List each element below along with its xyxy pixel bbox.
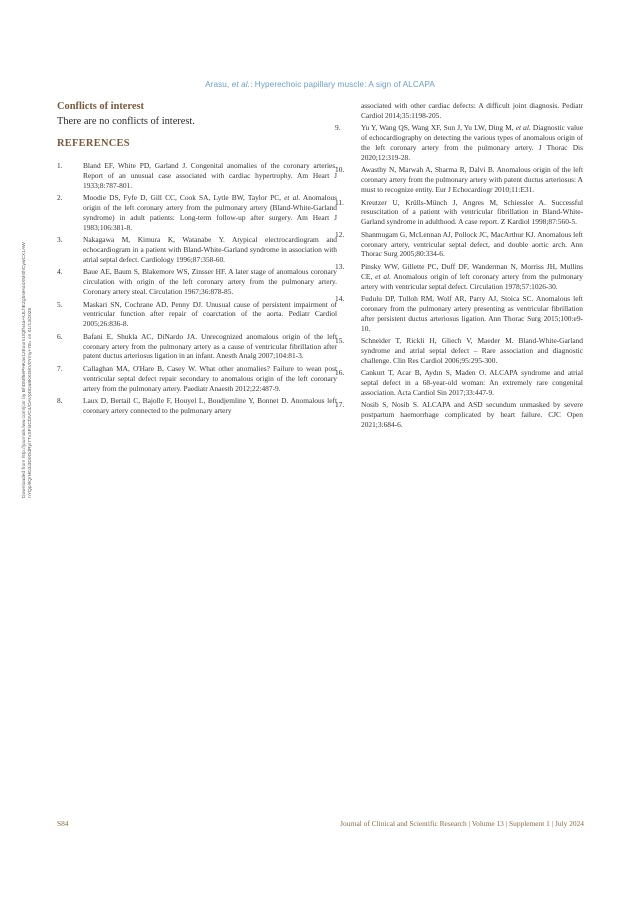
reference-text: Bafani E, Shukla AC, DiNardo JA. Unrecognized anomalous origin of the left coronary artery from the pulmonary artery as a cause of ventricular fibrillation after patent ductus arteriosus ligation in an infant. Anesth Analg 2007;104:81-3. [83,331,337,361]
reference-number: 14. [335,294,345,304]
right-column [335,101,583,433]
reference-number: 2. [57,193,63,203]
reference-number: 1. [57,161,63,170]
reference-number: 10. [335,165,345,175]
reference-item [57,364,337,393]
reference-number: 13. [335,261,345,271]
reference-number: 4. [57,267,63,277]
reference-item [57,300,337,329]
reference-item [335,400,583,429]
reference-text: Fudulu DP, Tulloh RM, Wolf AR, Parry AJ, Stoica SC. Anomalous left coronary from the pulmonary artery presenting as ventricular fibrillation after persistent ductus arteriosus ligation. Ann Thorac Surg 2015;100:e9-10. [361,294,583,333]
reference-8-continuation: associated with other cardiac defects: A difficult joint diagnosis. Pediatr Cardiol 2014;35:1198-205. [361,101,583,120]
reference-number: 11. [335,197,344,207]
reference-text: Nakagawa M, Kimura K, Watanabe Y. Atypical electrocardiogram and echocardiogram in a patient with Bland-White-Garland syndrome in association with atrial septal defect. Cardiology 1996;87:358-60. [83,235,337,264]
reference-item [57,193,337,232]
reference-item [57,161,337,190]
journal-footer: Journal of Clinical and Scientific Research | Volume 13 | Supplement 1 | July 2024 [340,819,584,828]
reference-text: Pinsky WW, Gillette PC, Duff DF, Wanderman N, Morriss JH, Mullins CE, et al. Anomalous origin of left coronary artery from the pulmonary artery with ventricular septal defect. Circulation 1978;57:1026-30. [361,261,584,291]
side-note-line-2: nYQp/IlQrHD3i3D0OdRyi7TvSFl4Cf3VC4/OAVpDDa8KKGKV0Ymy+78= on 01/13/2025 [28,307,34,498]
reference-item [57,235,337,264]
reference-number: 16. [335,368,345,378]
reference-text: Moodie DS, Fyfe D, Gill CC, Cook SA, Lytle BW, Taylor PC, et al. Anomalous origin of the left coronary artery from the pulmonary artery (Bland-White-Garland syndrome) in adult patients: Long-term follow-up after surgery. Am Heart J 1983;106:381-8. [83,193,338,232]
reference-item [335,294,583,333]
reference-number: 3. [57,235,63,245]
references-list-right [335,123,583,429]
conflicts-heading: Conflicts of interest [57,101,144,112]
reference-item [335,198,583,227]
reference-item [335,262,583,291]
reference-text: Maskari SN, Cochrane AD, Penny DJ. Unusual cause of persistent impairment of ventricular function after repair of coarctation of the aorta. Pediatr Cardiol 2005;26:836-8. [83,299,337,329]
reference-number: 8. [57,396,63,406]
reference-number: 5. [57,299,63,309]
reference-number: 6. [57,331,63,341]
reference-number: 15. [335,336,345,346]
running-head [0,80,640,89]
reference-text: Shanmugam G, McLennan AJ, Pollock JC, MacArthur KJ. Anomalous left coronary artery, ventricular septal defect, and double aortic arch. Ann Thorac Surg 2005;80:334-6. [361,229,583,259]
download-side-note [22,168,32,498]
reference-text: Nosib S, Nosib S. ALCAPA and ASD secundum unmasked by severe postpartum haemorrhage complicated by heart failure. CJC Open 2021;3:684-6. [361,400,583,430]
reference-item [335,165,583,194]
side-note-line-1: Downloaded from http://journals.lww.com/jcsr by BhDMf5ePHKav1zEoum1tQfN4a+kJLhEZgbsIHo4XMi0hCywCX1AW [22,242,27,498]
reference-item [335,336,583,365]
reference-number: 12. [335,229,345,239]
reference-item [57,267,337,296]
running-head-title: : Hyperechoic papillary muscle: A sign of ALCAPA [250,80,435,89]
reference-item [335,230,583,259]
reference-text: Callaghan MA, O'Hare B, Casey W. What other anomalies? Failure to wean post ventricular septal defect repair secondary to anomalous origin of the left coronary artery from the pulmonary artery. Paediatr Anaesth 2012;22:487-9. [83,363,337,393]
reference-text: Kreutzer U, Krülls-Münch J, Angres M, Schiessler A. Successful resuscitation of a patient with ventricular fibrillation in Bland-White-Garland syndrome in adulthood. A case report. Z Kardiol 1998;87:560-5. [361,197,583,227]
reference-item [57,332,337,361]
running-head-authors: Arasu, [205,80,232,89]
conflicts-text: There are no conflicts of interest. [57,116,195,127]
page-number: S84 [57,819,69,828]
references-list-left [57,161,337,416]
reference-text: Baue AE, Baum S, Blakemore WS, Zinsser HF. A later stage of anomalous coronary circulation with origin of the left coronary artery from the pulmonary artery. Coronary artery steal. Circulation 1967;36:878-85. [83,267,337,296]
left-column [57,101,337,419]
reference-item [57,396,337,416]
reference-text: Bland EF, White PD, Garland J. Congenital anomalies of the coronary arteries. Report of an unusual case associated with cardiac hypertrophy. Am Heart J 1933;8:787-801. [83,161,337,190]
reference-number: 7. [57,363,63,373]
reference-item [335,368,583,397]
references-heading: REFERENCES [57,138,130,149]
reference-text: Cankurt T, Acar B, Aydın S, Maden O. ALCAPA syndrome and atrial septal defect in a 68-year-old woman: An extremely rare congenital association. Acta Cardiol Sin 2017;33:447-9. [361,368,583,397]
reference-number: 17. [335,400,345,410]
running-head-etal: et al. [231,80,251,89]
reference-text: Yu Y, Wang QS, Wang XF, Sun J, Yu LW, Ding M, et al. Diagnostic value of echocardiography on detecting the various types of anomalous origin of the left coronary artery from the pulmonary artery. J Thorac Dis 2020;12:319-28. [361,123,583,162]
reference-text: Schneider T, Rickli H, Gliech V, Maeder M. Bland-White-Garland syndrome and atrial septal defect – Rare association and diagnostic challenge. Clin Res Cardiol 2006;95:295-300. [361,336,583,365]
reference-text: Awasthy N, Marwah A, Sharma R, Dalvi B. Anomalous origin of the left coronary artery from the pulmonary artery with patent ductus arteriosus: A must to recognize entity. Eur J Echocardiogr 2010;11:E31. [361,165,583,194]
reference-item [335,123,583,162]
reference-text: Laux D, Bertail C, Bajolle F, Houyel L, Boudjemline Y, Bonnet D. Anomalous left coronary artery connected to the pulmonary artery [83,396,337,415]
reference-number: 9. [335,123,341,133]
